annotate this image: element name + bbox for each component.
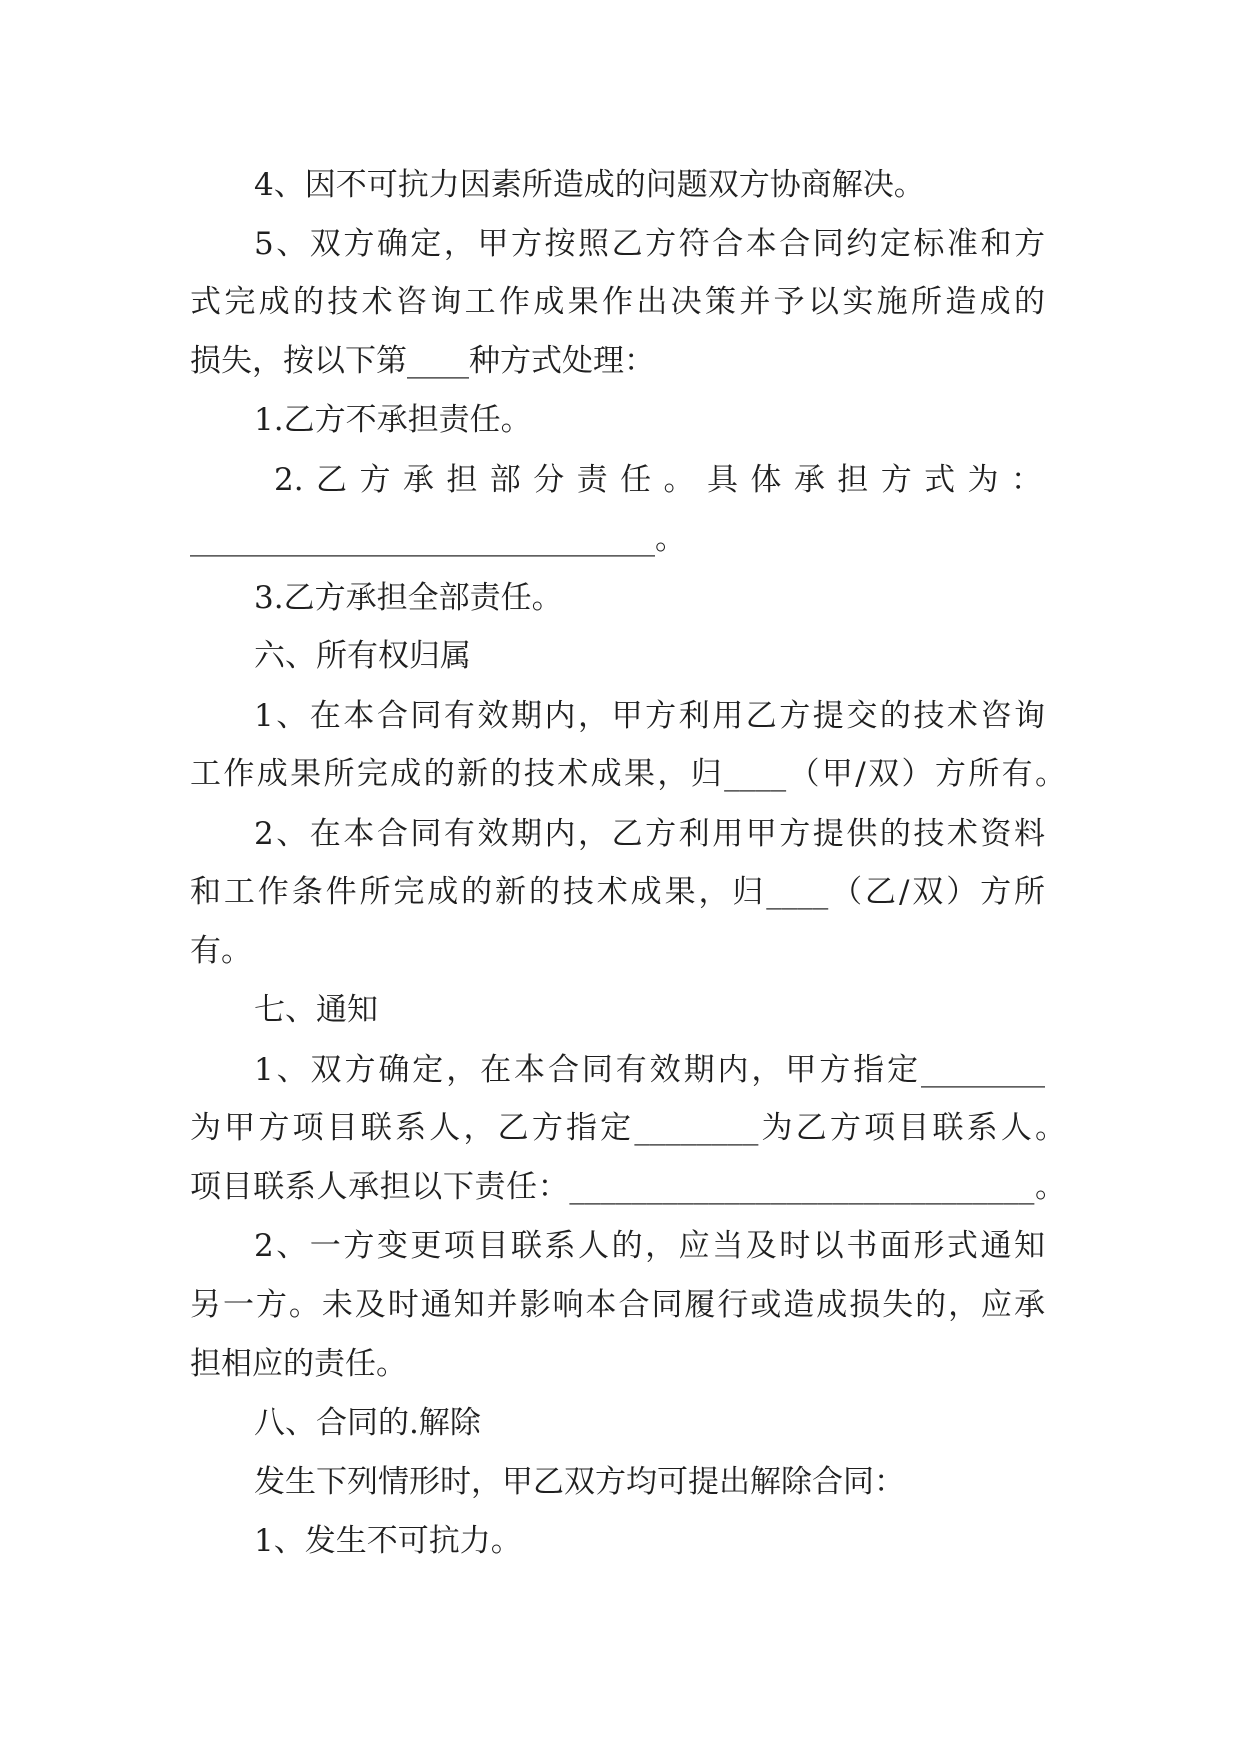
- paragraph-line: 5、双方确定，甲方按照乙方符合本合同约定标准和方: [254, 226, 1045, 262]
- paragraph-line: 1.乙方不承担责任。: [254, 402, 532, 438]
- paragraph-line: 有。: [190, 933, 252, 969]
- paragraph-line: 1、发生不可抗力。: [254, 1523, 522, 1559]
- paragraph-line: 损失，按以下第____种方式处理：: [190, 343, 655, 379]
- paragraph-line: 另一方。未及时通知并影响本合同履行或造成损失的，应承: [190, 1287, 1045, 1323]
- paragraph-line: 发生下列情形时，甲乙双方均可提出解除合同：: [254, 1464, 905, 1500]
- section-heading: 七、通知: [254, 992, 378, 1028]
- paragraph-line: 3.乙方承担全部责任。: [254, 580, 563, 616]
- section-heading: 六、所有权归属: [254, 638, 471, 674]
- paragraph-line: 4、因不可抗力因素所造成的问题双方协商解决。: [254, 167, 925, 203]
- paragraph-line: 式完成的技术咨询工作成果作出决策并予以实施所造成的: [190, 284, 1045, 320]
- paragraph-line: 担相应的责任。: [190, 1346, 407, 1382]
- paragraph-line: 1、在本合同有效期内，甲方利用乙方提交的技术咨询: [254, 698, 1045, 734]
- paragraph-line: 1、双方确定，在本合同有效期内，甲方指定________: [254, 1052, 1045, 1088]
- paragraph-line: ______________________________。: [190, 521, 686, 557]
- section-heading: 八、合同的.解除: [254, 1405, 481, 1441]
- paragraph-line: 和工作条件所完成的新的技术成果，归____（乙/双）方所: [190, 874, 1045, 910]
- paragraph-line: 2、一方变更项目联系人的，应当及时以书面形式通知: [254, 1228, 1045, 1264]
- paragraph-line: 项目联系人承担以下责任：______________________________。: [190, 1169, 1066, 1205]
- paragraph-line: 2、在本合同有效期内，乙方利用甲方提供的技术资料: [254, 816, 1045, 852]
- paragraph-line: 2.乙方承担部分责任。具体承担方式为：: [274, 462, 1042, 498]
- paragraph-line: 工作成果所完成的新的技术成果，归____（甲/双）方所有。: [190, 756, 1066, 792]
- paragraph-line: 为甲方项目联系人，乙方指定________为乙方项目联系人。: [190, 1110, 1066, 1146]
